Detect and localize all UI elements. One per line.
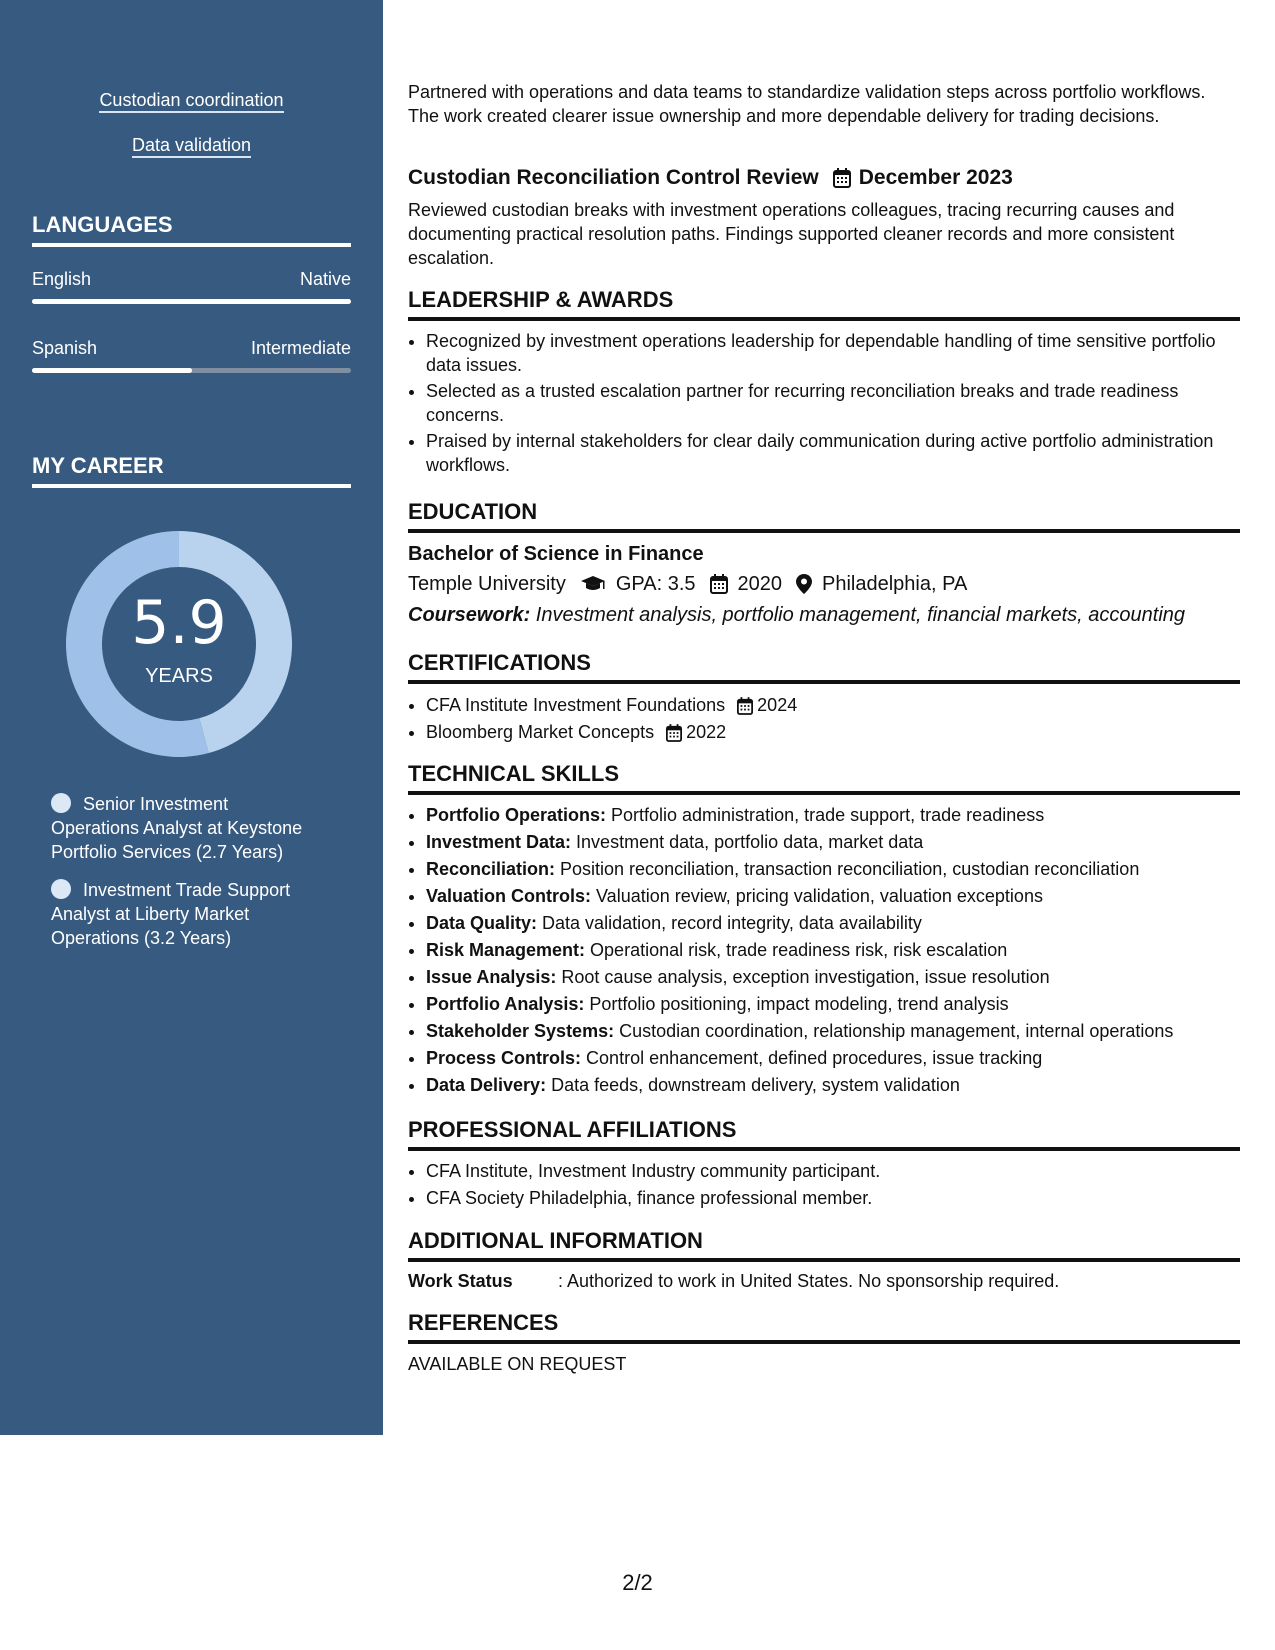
affiliations-heading: PROFESSIONAL AFFILIATIONS bbox=[408, 1117, 1240, 1151]
list-item: • Recognized by investment operations leadership for dependable handling of time sensitive portfolio data issues. bbox=[426, 329, 1240, 377]
skill-category: Process Controls: bbox=[426, 1048, 582, 1068]
language-row-english bbox=[32, 268, 351, 290]
coursework bbox=[408, 602, 1240, 628]
skill-values: Root cause analysis, exception investigation, issue resolution bbox=[556, 967, 1050, 987]
legend-dot bbox=[51, 793, 71, 813]
skill-item bbox=[426, 1072, 1240, 1099]
page-number: 2/2 bbox=[622, 1570, 653, 1595]
references-heading: REFERENCES bbox=[408, 1310, 1240, 1344]
list-item: • CFA Institute, Investment Industry community participant. bbox=[426, 1158, 1240, 1185]
list-item: • Praised by internal stakeholders for clear daily communication during active portfolio administration workflows. bbox=[426, 429, 1240, 477]
references-text: AVAILABLE ON REQUEST bbox=[408, 1354, 627, 1374]
work-status-label: Work Status bbox=[408, 1271, 513, 1291]
skill-item bbox=[426, 802, 1240, 829]
map-pin-icon bbox=[796, 574, 812, 594]
calendar-icon bbox=[737, 697, 753, 715]
certification-item: • Bloomberg Market Concepts 2022 bbox=[426, 719, 1240, 746]
coursework-text: Investment analysis, portfolio management, financial markets, accounting bbox=[530, 604, 1186, 626]
project-date: December 2023 bbox=[858, 166, 1013, 189]
certification-year: 2024 bbox=[757, 695, 798, 715]
additional-info-heading: ADDITIONAL INFORMATION bbox=[408, 1228, 1240, 1262]
sidebar bbox=[0, 0, 383, 1435]
skill-category: Portfolio Operations: bbox=[426, 805, 606, 825]
certifications-list bbox=[408, 692, 1240, 746]
skill-item bbox=[426, 937, 1240, 964]
skill-category: Issue Analysis: bbox=[426, 967, 557, 987]
skill-item bbox=[426, 991, 1240, 1018]
skill-values: Position reconciliation, transaction reconciliation, custodian reconciliation bbox=[555, 859, 1140, 879]
languages-heading: LANGUAGES bbox=[32, 212, 351, 247]
skill-values: Data feeds, downstream delivery, system validation bbox=[546, 1075, 960, 1095]
language-bar-spanish bbox=[32, 368, 351, 373]
skill-item bbox=[426, 883, 1240, 910]
skill-category: Valuation Controls: bbox=[426, 886, 592, 906]
skill-values: Control enhancement, defined procedures, issue tracking bbox=[581, 1048, 1043, 1068]
leadership-heading: LEADERSHIP & AWARDS bbox=[408, 287, 1240, 321]
skill-link-data-validation[interactable]: Data validation bbox=[0, 134, 383, 156]
calendar-icon bbox=[666, 724, 682, 742]
work-status-row bbox=[408, 1269, 1240, 1293]
skill-values: Operational risk, trade readiness risk, risk escalation bbox=[585, 940, 1008, 960]
career-item: Investment Trade Support Analyst at Liberty Market Operations (3.2 Years) bbox=[51, 880, 291, 948]
skill-link-custodian[interactable]: Custodian coordination bbox=[0, 89, 383, 111]
intro-paragraph: Partnered with operations and data teams to standardize validation steps across portfolio workflows. The work created clearer issue ownership and more dependable delivery for trading decisions. bbox=[408, 82, 1206, 126]
leadership-list bbox=[408, 329, 1240, 477]
donut-center bbox=[66, 531, 292, 757]
list-item: • CFA Society Philadelphia, finance professional member. bbox=[426, 1185, 1240, 1212]
degree-title: Bachelor of Science in Finance bbox=[408, 543, 704, 565]
language-level: Native bbox=[299, 269, 351, 289]
list-item: • Selected as a trusted escalation partner for recurring reconciliation breaks and trade readiness concerns. bbox=[426, 379, 1240, 427]
skill-values: Valuation review, pricing validation, valuation exceptions bbox=[591, 886, 1043, 906]
project-title: Custodian Reconciliation Control Review bbox=[408, 166, 819, 189]
graduation-year: 2020 bbox=[737, 573, 782, 595]
project-description: Reviewed custodian breaks with investment operations colleagues, tracing recurring causes and documenting practical resolution paths. Findings supported cleaner records and more consistent escalation. bbox=[408, 200, 1175, 268]
skill-category: Investment Data: bbox=[426, 832, 572, 852]
skill-category: Data Quality: bbox=[426, 913, 538, 933]
skill-values: Investment data, portfolio data, market data bbox=[571, 832, 924, 852]
career-donut-chart bbox=[66, 531, 292, 757]
skill-values: Custodian coordination, relationship management, internal operations bbox=[614, 1021, 1174, 1041]
language-bar-fill bbox=[32, 368, 192, 373]
calendar-icon bbox=[710, 574, 728, 594]
certification-item: • CFA Institute Investment Foundations 2024 bbox=[426, 692, 1240, 719]
education-heading: EDUCATION bbox=[408, 499, 1240, 533]
technical-skills-heading: TECHNICAL SKILLS bbox=[408, 761, 1240, 795]
skill-values: Portfolio administration, trade support, trade readiness bbox=[606, 805, 1045, 825]
skill-item bbox=[426, 910, 1240, 937]
career-total-years: 5.9 bbox=[131, 588, 227, 658]
technical-skills-list bbox=[408, 802, 1240, 1099]
skill-item bbox=[426, 1045, 1240, 1072]
language-level: Intermediate bbox=[250, 338, 351, 358]
school-name: Temple University bbox=[408, 573, 566, 595]
language-name: Spanish bbox=[32, 338, 98, 358]
skill-item bbox=[426, 856, 1240, 883]
calendar-icon bbox=[833, 168, 851, 188]
language-row-spanish bbox=[32, 337, 351, 359]
skill-category: Risk Management: bbox=[426, 940, 586, 960]
skill-values: Data validation, record integrity, data availability bbox=[537, 913, 922, 933]
gpa: GPA: 3.5 bbox=[615, 573, 696, 595]
education-details bbox=[408, 571, 967, 597]
skill-category: Portfolio Analysis: bbox=[426, 994, 585, 1014]
skill-category: Data Delivery: bbox=[426, 1075, 547, 1095]
language-bar-fill bbox=[32, 299, 351, 304]
skill-item bbox=[426, 1018, 1240, 1045]
project-title-row bbox=[408, 166, 1013, 190]
work-status-value: : Authorized to work in United States. No sponsorship required. bbox=[558, 1271, 1060, 1291]
language-name: English bbox=[32, 269, 92, 289]
certifications-heading: CERTIFICATIONS bbox=[408, 650, 1240, 684]
coursework-label: Coursework: bbox=[408, 604, 531, 626]
language-bar-english bbox=[32, 299, 351, 304]
graduation-cap-icon bbox=[580, 575, 606, 593]
career-unit: YEARS bbox=[145, 665, 213, 687]
legend-dot bbox=[51, 879, 71, 899]
skill-category: Reconciliation: bbox=[426, 859, 556, 879]
skill-item bbox=[426, 964, 1240, 991]
career-item: Senior Investment Operations Analyst at Keystone Portfolio Services (2.7 Years) bbox=[51, 794, 303, 862]
certification-year: 2022 bbox=[686, 722, 727, 742]
school-location: Philadelphia, PA bbox=[822, 573, 968, 595]
career-heading: MY CAREER bbox=[32, 453, 351, 488]
affiliations-list bbox=[408, 1158, 1240, 1212]
skill-item bbox=[426, 829, 1240, 856]
skill-values: Portfolio positioning, impact modeling, trend analysis bbox=[584, 994, 1009, 1014]
skill-category: Stakeholder Systems: bbox=[426, 1021, 615, 1041]
